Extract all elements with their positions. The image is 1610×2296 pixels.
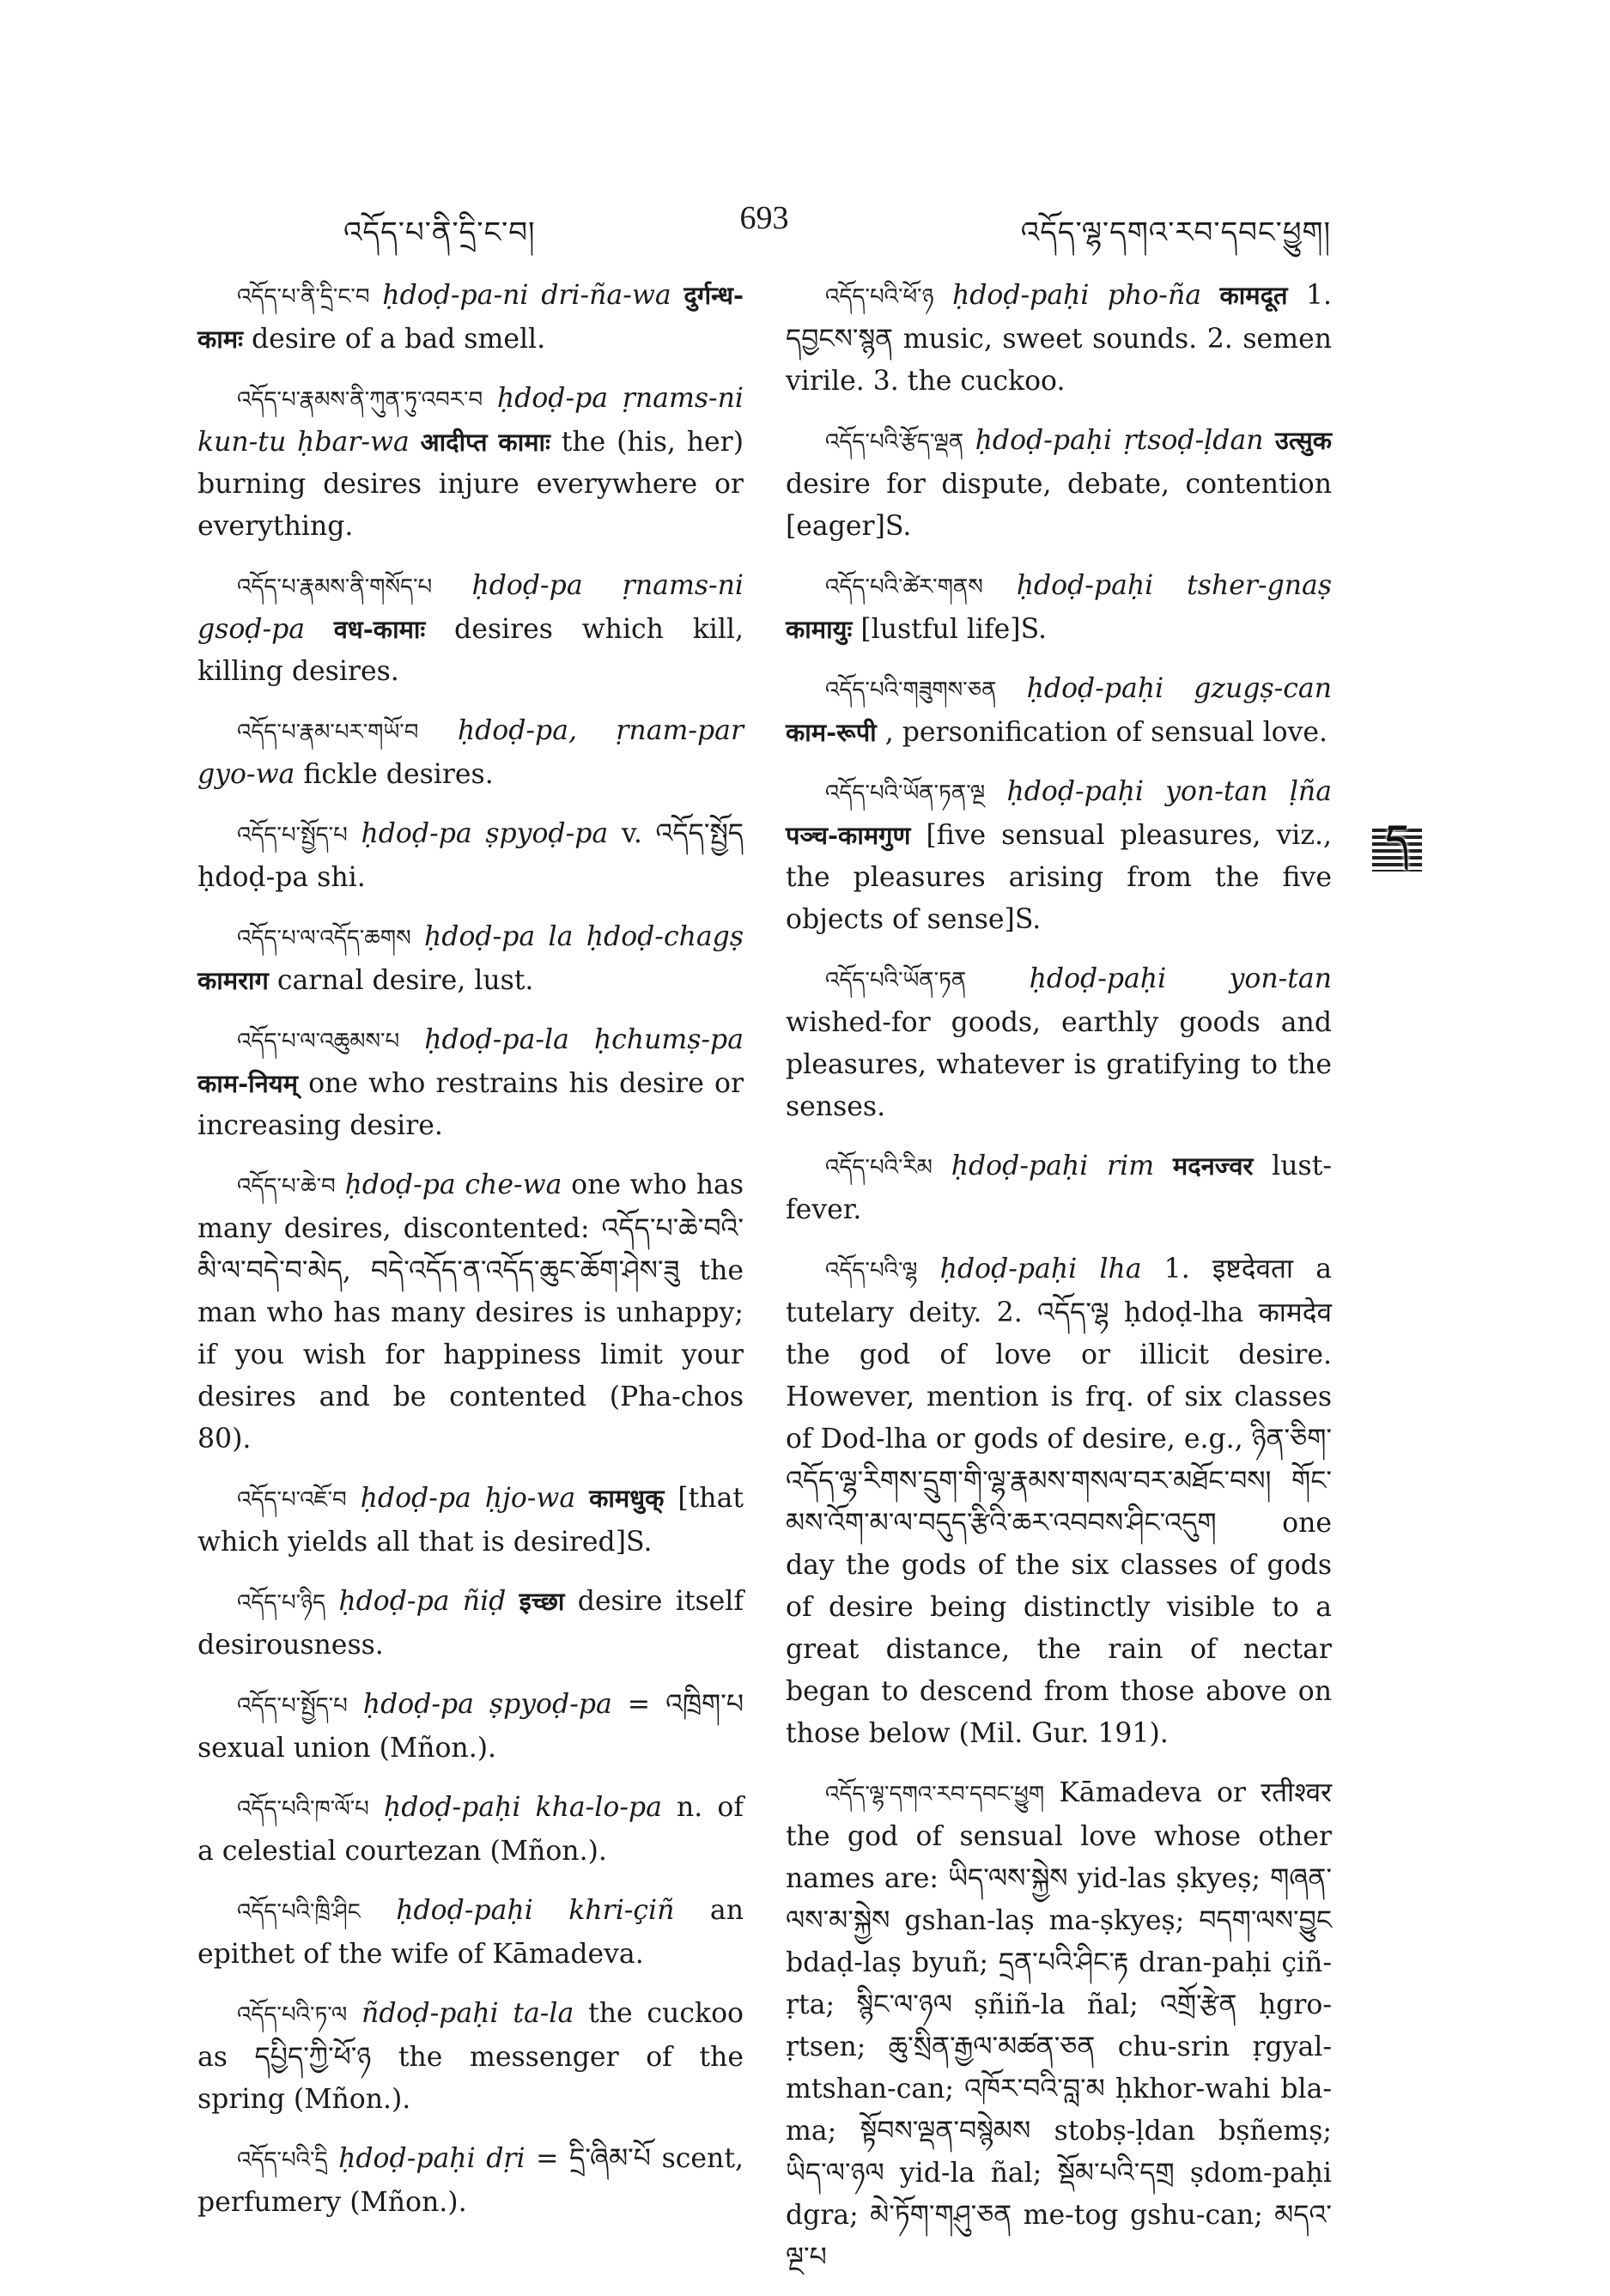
transliteration: ñdoḍ-paḥi ta-la	[361, 1998, 574, 2029]
dictionary-entry	[786, 1248, 1332, 1755]
tibetan-headword: འདོད་པའི་ཡོན་ཏན་ལྔ	[825, 781, 986, 806]
dictionary-entry	[786, 1145, 1332, 1231]
definition: lust-fever.	[786, 1151, 1333, 1225]
right-column	[786, 275, 1332, 2296]
tibetan-headword: འདོད་པ་རྣམ་པར་གཡོ་བ	[237, 720, 419, 745]
transliteration: ḥdoḍ-paḥi dṛi	[338, 2143, 526, 2174]
sanskrit-equivalent: कामराग	[197, 966, 269, 995]
transliteration: ḥdoḍ-paḥi yon-tan	[1029, 963, 1332, 994]
left-column	[197, 275, 744, 2241]
sanskrit-equivalent: उत्सुक	[1274, 426, 1332, 455]
definition: , personification of sensual love.	[884, 717, 1328, 748]
tibetan-headword: འདོད་པའི་ཕོ་ཉ	[825, 284, 934, 310]
transliteration: ḥdoḍ-paḥi kha-lo-pa	[383, 1792, 662, 1823]
dictionary-entry	[197, 1684, 744, 1770]
definition: fickle desires.	[303, 759, 494, 790]
definition: v. འདོད་སྤྱོད ḥdoḍ-pa shi.	[197, 818, 744, 893]
sanskrit-equivalent: पञ्च-कामगुण	[786, 821, 911, 850]
transliteration: ḥdoḍ-paḥi ṛtsoḍ-ḷdan	[975, 425, 1264, 456]
dictionary-entry	[197, 1164, 744, 1461]
transliteration: ḥdoḍ-paḥi gzugṣ-can	[1026, 673, 1332, 704]
definition: = དྲི་ཞིམ་པོ scent, perfumery (Mñon.).	[197, 2143, 744, 2218]
tibetan-headword: འདོད་པ་ཆེ་བ	[237, 1174, 336, 1200]
page-number: 693	[739, 200, 789, 236]
sanskrit-equivalent: कामायुः	[786, 615, 853, 644]
transliteration: ḥdoḍ-pa-la ḥchumṣ-pa	[424, 1024, 744, 1055]
tibetan-headword: འདོད་པ་སྤྱོད་པ	[237, 1693, 348, 1719]
thumb-index-tab	[1372, 817, 1422, 872]
dictionary-entry	[786, 958, 1332, 1128]
tibetan-headword: འདོད་པ་འཇོ་བ	[237, 1487, 347, 1513]
transliteration: ḥdoḍ-pa ṛnams-ni gsoḍ-pa	[197, 570, 744, 645]
dictionary-entry	[197, 813, 744, 899]
dictionary-entry	[197, 1890, 744, 1976]
dictionary-entry	[786, 420, 1332, 548]
dictionary-entry	[786, 771, 1332, 941]
tibetan-headword: འདོད་པའི་དྲི	[237, 2147, 328, 2173]
definition: desire itself desirousness.	[197, 1586, 744, 1661]
transliteration: ḥdoḍ-pa la ḥdoḍ-chagṣ	[424, 921, 744, 952]
definition: n. of a celestial courtezan (Mñon.).	[197, 1792, 744, 1867]
tibetan-headword: འདོད་པའི་རིམ	[825, 1155, 933, 1181]
dictionary-entry	[197, 1478, 744, 1564]
transliteration: ḥdoḍ-pa ṣpyoḍ-pa	[362, 1689, 612, 1720]
tibetan-headword: འདོད་པ་ལ་འདོད་ཆགས	[237, 926, 411, 951]
transliteration: ḥdoḍ-pa ṣpyoḍ-pa	[361, 818, 609, 849]
dictionary-entry	[197, 275, 744, 361]
sanskrit-equivalent: वध-कामाः	[333, 615, 426, 644]
transliteration: ḥdoḍ-paḥi pho-ña	[951, 280, 1202, 311]
dictionary-entry	[197, 2138, 744, 2224]
sanskrit-equivalent: कामधुक्	[589, 1484, 665, 1513]
tibetan-headword: འདོད་པའི་ཁྲི་ཤིང	[237, 1899, 361, 1925]
transliteration: ḥdoḍ-paḥi lha	[939, 1254, 1142, 1285]
definition: an epithet of the wife of Kāmadeva.	[197, 1895, 744, 1970]
transliteration: ḥdoḍ-pa ṛnams-ni kun-tu ḥbar-wa	[197, 383, 744, 458]
transliteration: ḥdoḍ-paḥi khri-çiñ	[396, 1895, 675, 1926]
tibetan-headword: འདོད་པའི་ཡོན་ཏན	[825, 968, 967, 993]
tibetan-headword: འདོད་པ་རྣམས་ནི་གསོད་པ	[237, 574, 433, 600]
definition: desires which kill, killing desires.	[197, 614, 744, 687]
tibetan-headword: འདོད་པའི་རྩོད་ལྡན	[825, 429, 964, 455]
definition: carnal desire, lust.	[276, 965, 534, 996]
tibetan-headword: འདོད་པའི་ལྷ	[825, 1258, 918, 1284]
definition: Kāmadeva or रतीश्वर the god of sensual love whose other names are: ཡིད་ལས་སྐྱེས yid-las ṣkyeṣ; གཞན་ལས་མ་སྐྱེས gshan-laṣ ma-ṣkyeṣ; བདག་ལས་བྱུང bdaḍ-laṣ byuñ; དྲན་པའི་ཤིང་རྟ dran-paḥi çiñ-ṛta; སྙིང་ལ་ཉལ ṣñiñ-la ñal; འགྲོ་རྩེན ḥgro-ṛtsen; ཆུ་སྲིན་རྒྱལ་མཚན་ཅན chu-srin ṛgyal-mtshan-can; འཁོར་བའི་བླ་མ ḥkhor-wahi bla-ma; སྟོབས་ལྡན་བསྙེམས stobṣ-ḷdan bṣñemṣ; ཡིད་ལ་ཉལ yid-la ñal; སྡོམ་པའི་དགྲ ṣdom-paḥi dgra; མེ་ཏོག་གཤུ་ཅན me-tog gshu-can; མདའ་ལྔ་པ	[786, 1777, 1332, 2273]
dictionary-entry	[197, 916, 744, 1002]
dictionary-entry	[197, 565, 744, 693]
dictionary-entry	[786, 1772, 1332, 2279]
definition: [lustful life]S.	[860, 614, 1048, 645]
transliteration: ḥdoḍ-pa che-wa	[344, 1169, 562, 1200]
tibetan-headword: འདོད་པའི་ཚེར་གནས	[825, 574, 983, 600]
dictionary-entry	[197, 1019, 744, 1147]
definition: one who restrains his desire or increasing desire.	[197, 1068, 744, 1141]
definition: 1. इष्टदेवता a tutelary deity. 2. འདོད་ལྷ ḥdoḍ-lha कामदेव the god of love or illicit desire. However, mention is frq. of six classes of Dod-lha or gods of desire, e.g., ཉིན་ཅིག་འདོད་ལྷ་རིགས་དྲུག་གི་ལྷ་རྣམས་གསལ་བར་མཐོང་བས། གོང་མས་འོག་མ་ལ་བདུད་རྩིའི་ཆར་འབབས་ཤིང་འདུག one day the gods of the six classes of gods of desire being distinctly visible to a great distance, the rain of nectar began to descend from those above on those below (Mil. Gur. 191).	[786, 1254, 1333, 1749]
definition: wished-for goods, earthly goods and pleasures, whatever is gratifying to the senses.	[786, 1007, 1332, 1122]
transliteration: ḥdoḍ-pa ñiḍ	[338, 1586, 507, 1617]
tibetan-headword: འདོད་པ་ཉིད	[237, 1590, 326, 1616]
dictionary-entry	[197, 1993, 744, 2121]
dictionary-entry	[786, 275, 1332, 403]
dictionary-entry	[197, 1787, 744, 1873]
definition: = འཁྲིག་པ sexual union (Mñon.).	[197, 1689, 744, 1764]
dictionary-entry	[197, 1581, 744, 1667]
tibetan-headword: འདོད་པ་རྣམས་ནི་ཀུན་ཏུ་འབར་བ	[237, 387, 483, 413]
transliteration: ḥdoḍ-paḥi rim	[951, 1151, 1155, 1181]
definition: desire for dispute, debate, contention [eager]S.	[786, 469, 1332, 542]
definition: [five sensual pleasures, viz., the pleasures arising from the five objects of sense]S.	[786, 820, 1332, 935]
sanskrit-equivalent: काम-नियम्	[197, 1069, 298, 1098]
tibetan-headword: འདོད་པའི་གཟུགས་ཅན	[825, 677, 997, 703]
definition: the (his, her) burning desires injure everywhere or everything.	[197, 427, 744, 542]
header-left-headword: འདོད་པ་ནི་དྲི་ང་བ།	[343, 216, 536, 250]
sanskrit-equivalent: इच्छा	[519, 1587, 565, 1616]
sanskrit-equivalent: दुर्गन्ध-कामः	[197, 281, 744, 354]
tibetan-headword: འདོད་ལྷ་དགའ་རབ་དབང་ཕྱུག	[825, 1782, 1045, 1807]
definition: [that which yields all that is desired]S.	[197, 1483, 744, 1558]
dictionary-entry	[197, 378, 744, 548]
tibetan-headword: འདོད་པ་ལ་འཆུམས་པ	[237, 1029, 400, 1054]
definition: the cuckoo as དཔྱིད་ཀྱི་ཕོ་ཉ the messenger of the spring (Mñon.).	[197, 1998, 744, 2115]
transliteration: ḥdoḍ-pa-ni dri-ña-wa	[382, 280, 671, 311]
header-right-headword: འདོད་ལྷ་དགའ་རབ་དབང་ཕྱུག།	[1020, 216, 1331, 250]
dictionary-entry	[197, 710, 744, 796]
sanskrit-equivalent: मदनज्वर	[1172, 1151, 1254, 1181]
thumb-index-glyph: ད	[1386, 817, 1408, 861]
sanskrit-equivalent: आदीप्त कामाः	[420, 428, 550, 457]
transliteration: ḥdoḍ-paḥi tsher-gnaṣ	[1016, 570, 1332, 601]
transliteration: ḥdoḍ-pa ḥjo-wa	[360, 1483, 576, 1514]
tibetan-headword: འདོད་པའི་ཏ་ལ	[237, 2002, 348, 2028]
dictionary-entry	[786, 565, 1332, 651]
dictionary-entry	[786, 668, 1332, 754]
transliteration: ḥdoḍ-pa, ṛnam-par gyo-wa	[197, 715, 744, 790]
definition: desire of a bad smell.	[252, 324, 546, 355]
transliteration: ḥdoḍ-paḥi yon-tan ḷña	[1006, 776, 1332, 807]
sanskrit-equivalent: कामदूत	[1219, 281, 1288, 310]
definition: 1. དབྱངས་སྙན music, sweet sounds. 2. semen virile. 3. the cuckoo.	[786, 280, 1333, 397]
tibetan-headword: འདོད་པ་སྤྱོད་པ	[237, 823, 348, 848]
tibetan-headword: འདོད་པའི་ཁ་ལོ་པ	[237, 1796, 369, 1822]
tibetan-headword: འདོད་པ་ནི་དྲི་ང་བ	[237, 284, 370, 310]
sanskrit-equivalent: काम-रूपी	[786, 718, 877, 747]
definition: one who has many desires, discontented: འདོད་པ་ཆེ་བའི་མི་ལ་བདེ་བ་མེད, བདེ་འདོད་ན་འདོད་ཆུང་ཆོག་ཤེས་ཟུ the man who has many desires is unhappy; if you wish for happiness limit your desires and be contented (Pha-chos 80).	[197, 1169, 744, 1455]
running-header	[197, 199, 1331, 251]
